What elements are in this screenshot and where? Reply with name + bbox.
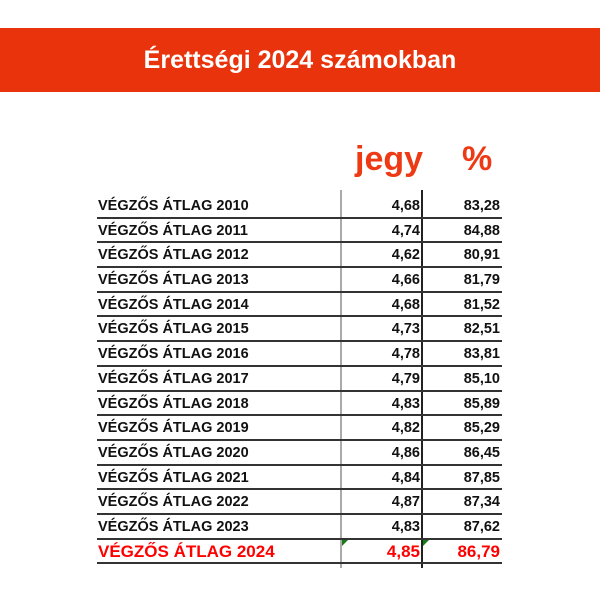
row-label: VÉGZŐS ÁTLAG 2021 [98,469,249,486]
row-label: VÉGZŐS ÁTLAG 2016 [98,346,249,363]
cell-marker-icon [342,540,348,546]
grade-value: 4,74 [391,222,420,239]
title-banner [0,28,600,92]
table-row [97,243,502,268]
row-label: VÉGZŐS ÁTLAG 2012 [98,247,249,264]
row-label: VÉGZŐS ÁTLAG 2023 [98,518,249,535]
table-row [97,466,502,491]
table-row [97,342,502,367]
grade-value: 4,86 [391,444,420,461]
grade-value: 4,82 [391,420,420,437]
grade-value: 4,83 [391,518,420,535]
grade-value: 4,66 [391,272,420,289]
row-label: VÉGZŐS ÁTLAG 2024 [98,541,275,561]
row-label: VÉGZŐS ÁTLAG 2018 [98,395,249,412]
table-row [97,490,502,515]
percent-value: 83,28 [463,198,500,214]
row-label: VÉGZŐS ÁTLAG 2022 [98,494,249,511]
grade-value: 4,85 [386,541,420,561]
cell-marker-icon [423,540,429,546]
percent-value: 81,52 [463,296,500,313]
table-row-highlight [97,540,502,565]
table-row [97,317,502,342]
percent-value: 85,29 [463,420,500,437]
percent-value: 86,45 [463,444,500,461]
table-row [97,515,502,540]
percent-value: 82,51 [463,321,500,338]
row-label: VÉGZŐS ÁTLAG 2019 [98,420,249,437]
grade-value: 4,68 [391,198,420,214]
percent-value: 85,89 [463,395,500,412]
grade-value: 4,79 [391,370,420,387]
percent-value: 87,62 [463,518,500,535]
table-row [97,441,502,466]
grade-value: 4,62 [391,247,420,264]
percent-value: 85,10 [463,370,500,387]
table-row [97,219,502,244]
column-header-grade: jegy [355,140,424,178]
table-row [97,392,502,417]
table-row [97,367,502,392]
row-label: VÉGZŐS ÁTLAG 2017 [98,370,249,387]
page-title: Érettségi 2024 számokban [143,45,457,74]
table-row [97,293,502,318]
grade-value: 4,78 [391,346,420,363]
percent-value: 80,91 [463,247,500,264]
table-row [97,268,502,293]
table-row [97,416,502,441]
row-label: VÉGZŐS ÁTLAG 2011 [98,222,248,239]
percent-value: 87,34 [463,494,500,511]
percent-value: 86,79 [457,541,500,561]
results-table [97,194,502,564]
grade-value: 4,84 [391,469,420,486]
row-label: VÉGZŐS ÁTLAG 2014 [98,296,249,313]
row-label: VÉGZŐS ÁTLAG 2013 [98,272,249,289]
percent-value: 81,79 [463,272,500,289]
grade-value: 4,83 [391,395,420,412]
grade-value: 4,73 [391,321,420,338]
percent-value: 84,88 [463,222,500,239]
row-label: VÉGZŐS ÁTLAG 2015 [98,321,249,338]
grade-value: 4,68 [391,296,420,313]
row-label: VÉGZŐS ÁTLAG 2010 [98,198,249,214]
grade-value: 4,87 [391,494,420,511]
column-header-percent: % [462,140,493,178]
percent-value: 87,85 [463,469,500,486]
table-row [97,194,502,219]
percent-value: 83,81 [463,346,500,363]
row-label: VÉGZŐS ÁTLAG 2020 [98,444,249,461]
